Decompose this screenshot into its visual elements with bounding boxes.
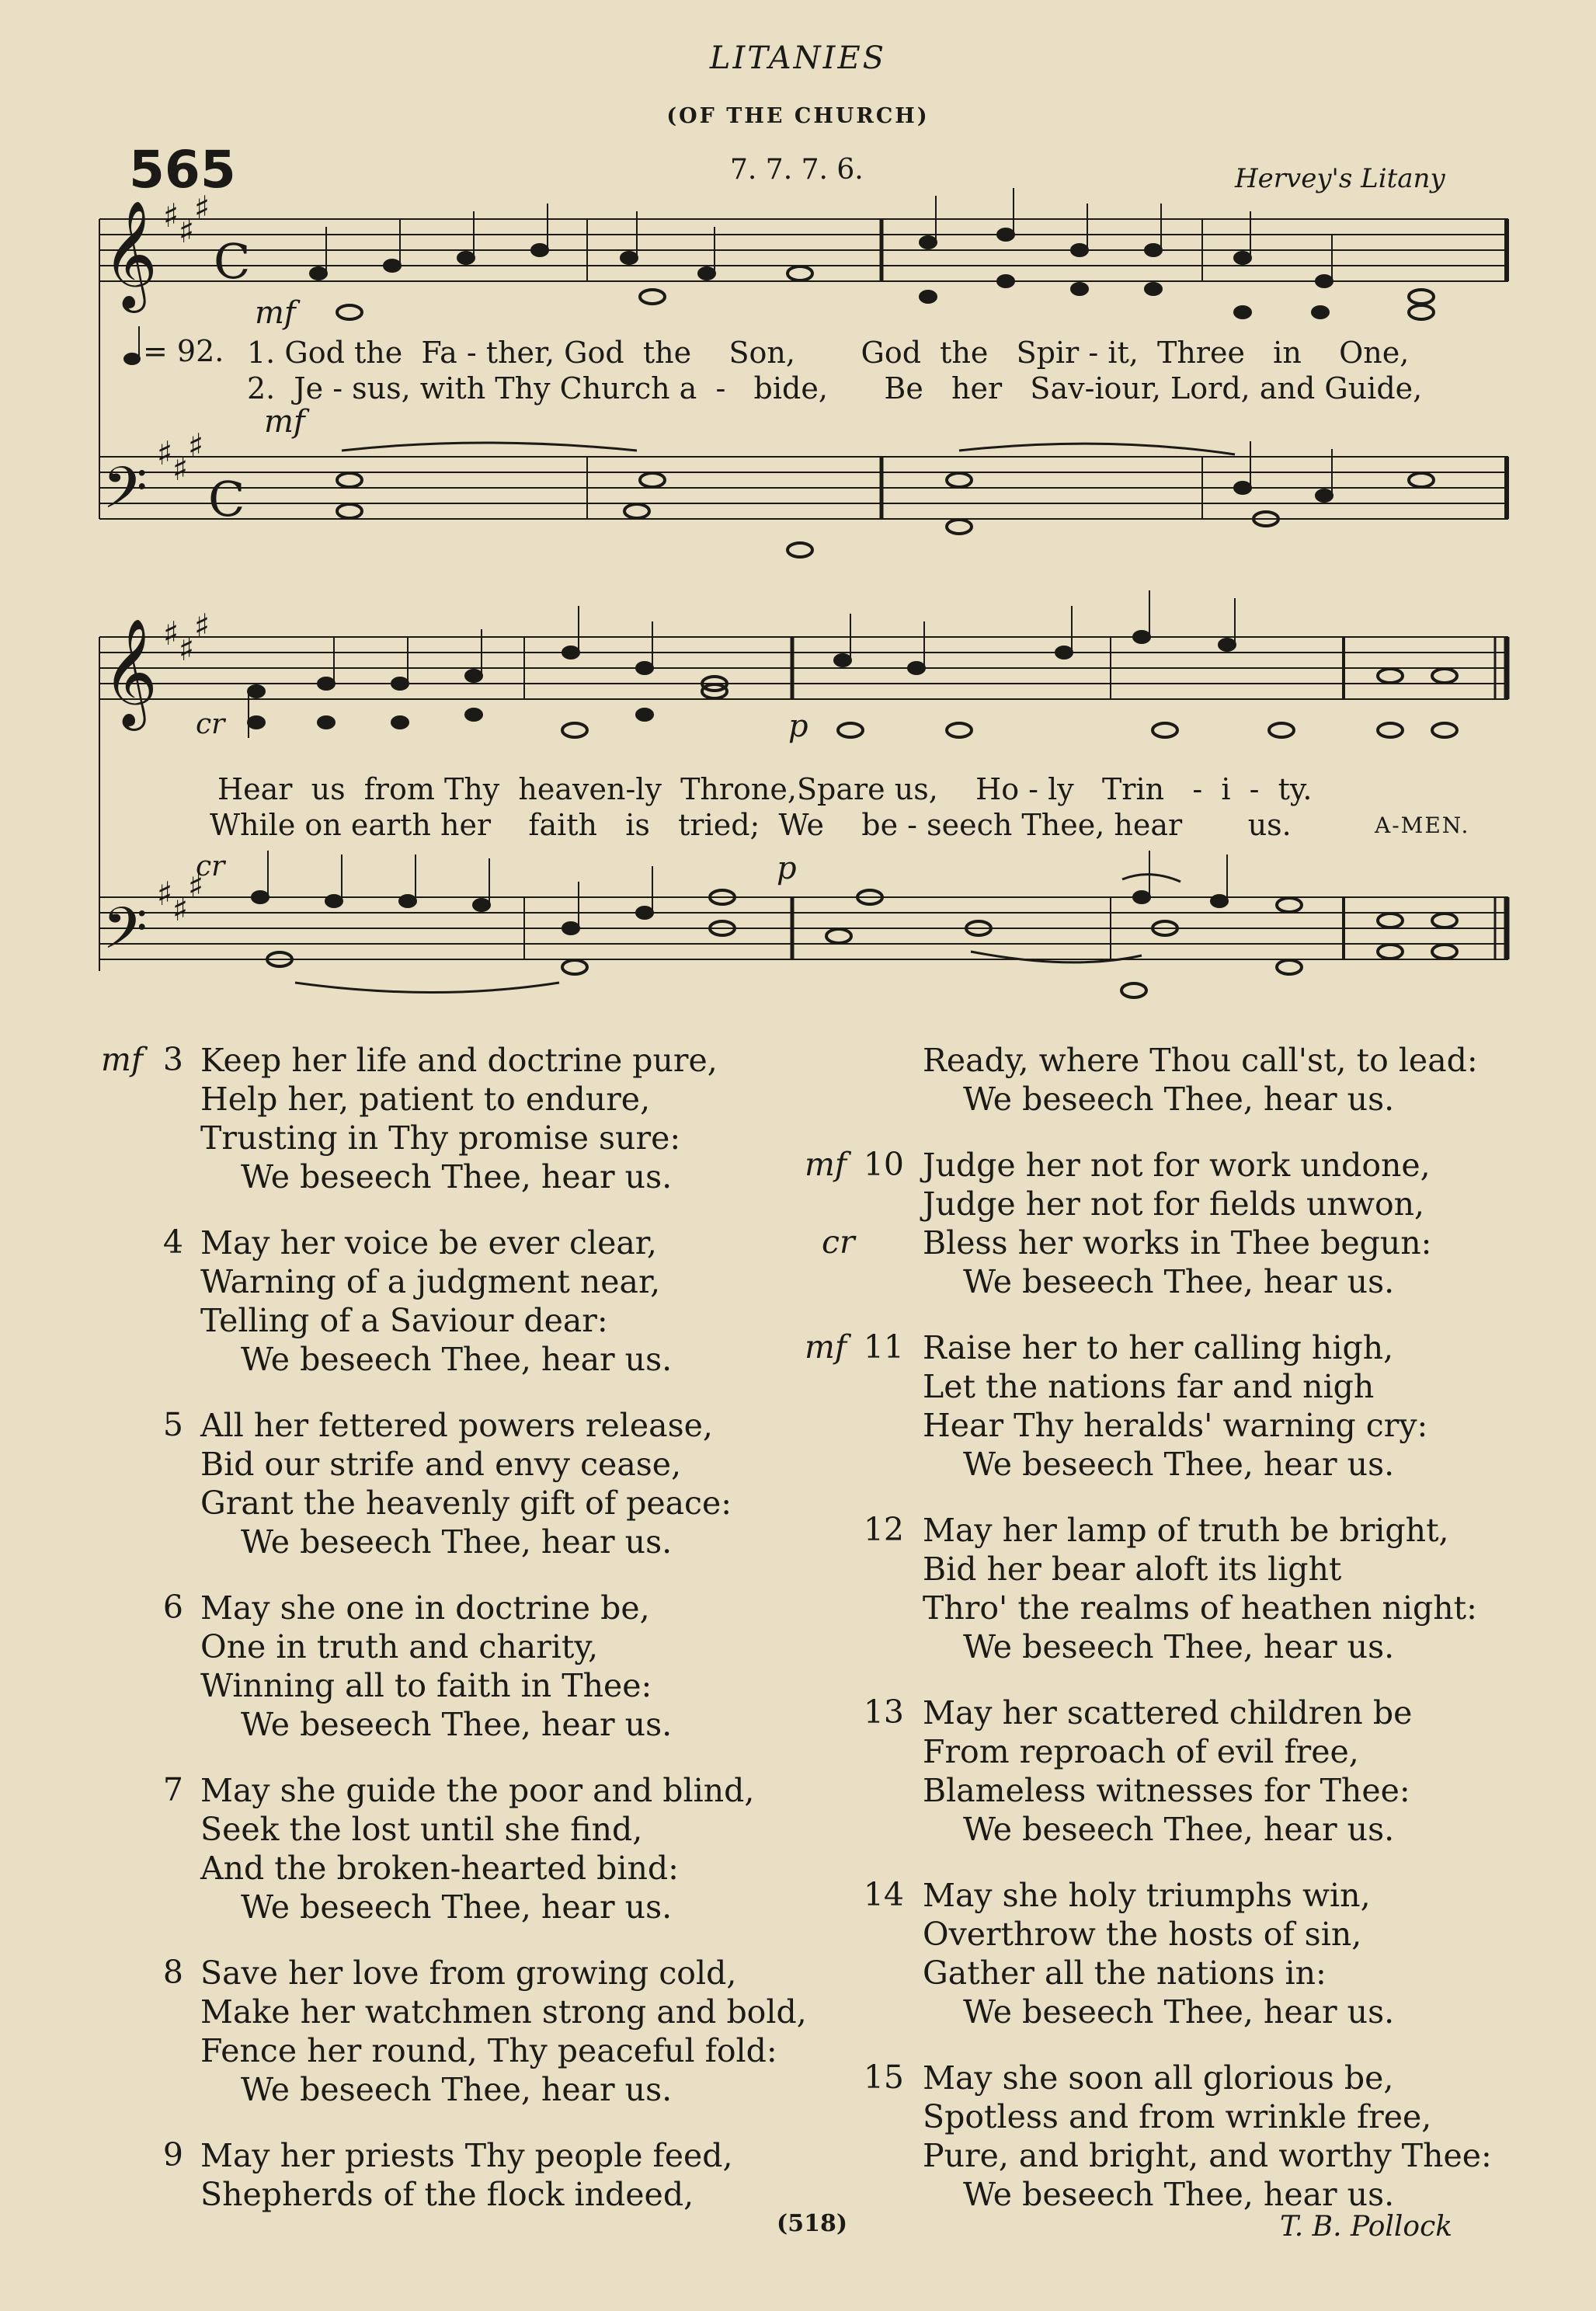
verse-line: May she one in doctrine be,	[200, 1589, 650, 1627]
verse-line: Keep her life and doctrine pure,	[200, 1042, 718, 1079]
verse	[923, 1146, 1431, 1301]
verse-line: Hear Thy heralds' warning cry:	[923, 1407, 1428, 1444]
verse-number: 3	[162, 1041, 183, 1078]
lyrics-line2-verse2: While on earth her faith is tried; We be - seech Thee, hear us.	[210, 808, 1292, 842]
lyrics-line1-verse1: 1. God the Fa - ther, God the Son, God the Spir - it, Three in One,	[247, 336, 1410, 370]
verse-line: Bid her bear aloft its light	[923, 1551, 1342, 1588]
verse-refrain: We beseech Thee, hear us.	[963, 1811, 1395, 1848]
verse-line: May she holy triumphs win,	[923, 1877, 1371, 1914]
verse	[200, 1954, 807, 2109]
verse-line: Let the nations far and nigh	[923, 1368, 1375, 1405]
page-number: (518)	[777, 2210, 848, 2237]
verse-line: May she guide the poor and blind,	[200, 1772, 755, 1809]
svg-text:C: C	[214, 233, 251, 290]
svg-text:♯: ♯	[179, 630, 195, 668]
verse-number: 5	[162, 1406, 183, 1443]
svg-text:𝄢: 𝄢	[103, 895, 148, 976]
verse-number: 8	[162, 1954, 183, 1991]
verse-line: Shepherds of the flock indeed,	[200, 2176, 694, 2213]
verse-line: Warning of a judgment near,	[200, 1263, 661, 1300]
verse-line: Telling of a Saviour dear:	[200, 1302, 608, 1339]
verse-line: Pure, and bright, and worthy Thee:	[923, 2137, 1492, 2174]
verse-refrain: We beseech Thee, hear us.	[963, 1993, 1395, 2031]
section-subtitle: (OF THE CHURCH)	[666, 104, 930, 128]
verse-line: Trusting in Thy promise sure:	[200, 1119, 681, 1157]
tune-name: Hervey's Litany	[1235, 163, 1445, 194]
verse-refrain: We beseech Thee, hear us.	[241, 1341, 673, 1378]
verse	[200, 1771, 754, 1926]
verse	[923, 2059, 1492, 2214]
tempo-marking: = 92.	[143, 334, 224, 368]
verse	[200, 1041, 718, 1196]
verse-refrain: We beseech Thee, hear us.	[241, 1706, 673, 1743]
verse-dynamic: mf	[101, 1041, 144, 1078]
verse-line: May her scattered children be	[923, 1694, 1413, 1732]
author: T. B. Pollock	[1280, 2211, 1453, 2243]
verse-line: Spotless and from wrinkle free,	[923, 2098, 1432, 2135]
verse-line: Overthrow the hosts of sin,	[923, 1916, 1362, 1953]
music-score	[0, 0, 1596, 1025]
dynamic-cr-treble: cr	[196, 708, 225, 740]
verse	[923, 1693, 1412, 1849]
svg-text:♯: ♯	[157, 875, 173, 913]
bass-staff-1	[99, 457, 1508, 519]
verse-line: Save her love from growing cold,	[200, 1954, 737, 1992]
verse-line: May her lamp of truth be bright,	[923, 1512, 1449, 1549]
verse-number: 12	[863, 1511, 904, 1548]
svg-text:♯: ♯	[194, 607, 210, 645]
verse-number: 11	[863, 1328, 904, 1366]
svg-text:♯: ♯	[188, 426, 204, 465]
verse-line: Raise her to her calling high,	[923, 1329, 1394, 1366]
verse-line: One in truth and charity,	[200, 1628, 599, 1665]
verse-line: Gather all the nations in:	[923, 1954, 1327, 1992]
bass-staff-2	[99, 897, 1508, 959]
lyrics-line2-verse1: Hear us from Thy heaven-ly Throne,Spare us, Ho - ly Trin - i - ty.	[217, 772, 1313, 806]
verse-dynamic-cr: cr	[822, 1223, 855, 1261]
verse-number: 10	[863, 1146, 904, 1183]
verse-dynamic: mf	[805, 1146, 847, 1183]
dynamic-cr-bass: cr	[196, 851, 225, 882]
verse-number: 7	[162, 1771, 183, 1808]
svg-text:♯: ♯	[172, 890, 189, 928]
svg-text:♯: ♯	[172, 450, 189, 488]
lyrics-line1-verse2: 2. Je - sus, with Thy Church a - bide, Be her Sav-iour, Lord, and Guide,	[247, 371, 1423, 405]
svg-text:𝄞: 𝄞	[103, 618, 158, 726]
verse-line: From reproach of evil free,	[923, 1733, 1359, 1770]
verse-line: Thro' the realms of heathen night:	[923, 1589, 1477, 1627]
verse-line: Help her, patient to endure,	[200, 1081, 651, 1118]
svg-text:C: C	[208, 471, 245, 527]
svg-text:♯: ♯	[163, 197, 179, 235]
dynamic-p-bass: p	[777, 851, 797, 886]
svg-text:♯: ♯	[163, 614, 179, 653]
treble-staff-2	[99, 637, 1508, 699]
verse-line: May she soon all glorious be,	[923, 2059, 1394, 2097]
verse-number: 6	[162, 1589, 183, 1626]
verse-line: Fence her round, Thy peaceful fold:	[200, 2032, 777, 2069]
verse-number: 9	[162, 2136, 183, 2174]
hymn-number: 565	[129, 140, 236, 200]
verse	[200, 1589, 672, 1744]
verse	[200, 1406, 732, 1561]
verse-number: 13	[863, 1693, 904, 1731]
verse-line: May her priests Thy people feed,	[200, 2137, 733, 2174]
verse-line: Grant the heavenly gift of peace:	[200, 1484, 732, 1522]
verse-refrain: We beseech Thee, hear us.	[241, 1888, 673, 1926]
amen: A-MEN.	[1375, 813, 1470, 838]
verse-line: Seek the lost until she find,	[200, 1811, 643, 1848]
section-title: LITANIES	[709, 40, 887, 76]
verse-refrain: We beseech Thee, hear us.	[241, 1158, 673, 1196]
verse	[923, 1041, 1478, 1119]
verse-line: Ready, where Thou call'st, to lead:	[923, 1042, 1478, 1079]
verse-refrain: We beseech Thee, hear us.	[241, 1523, 673, 1561]
svg-text:𝄢: 𝄢	[103, 454, 148, 536]
verse-refrain: We beseech Thee, hear us.	[963, 2176, 1395, 2213]
meter: 7. 7. 7. 6.	[730, 154, 864, 186]
verse-dynamic: mf	[805, 1328, 847, 1366]
verse-line: Make her watchmen strong and bold,	[200, 1993, 807, 2031]
verse-refrain: We beseech Thee, hear us.	[963, 1628, 1395, 1665]
verse-refrain: We beseech Thee, hear us.	[963, 1263, 1395, 1300]
verse-line: Bid our strife and envy cease,	[200, 1446, 682, 1483]
dynamic-mf-treble: mf	[255, 295, 296, 331]
svg-text:♯: ♯	[179, 212, 195, 250]
verse	[923, 1876, 1394, 2031]
verse	[923, 1511, 1477, 1666]
verse	[200, 2136, 733, 2214]
dynamic-mf-bass: mf	[264, 404, 305, 440]
verse	[923, 1328, 1427, 1484]
verse-line: Blameless witnesses for Thee:	[923, 1772, 1410, 1809]
svg-text:𝄞: 𝄞	[103, 200, 158, 308]
verse	[200, 1223, 672, 1379]
svg-text:♯: ♯	[157, 434, 173, 472]
verse-line: And the broken-hearted bind:	[200, 1850, 679, 1887]
verse-number: 15	[863, 2059, 904, 2096]
svg-text:♯: ♯	[188, 867, 204, 905]
dynamic-p-treble: p	[788, 708, 808, 744]
svg-text:♯: ♯	[194, 189, 210, 227]
verse-line: May her voice be ever clear,	[200, 1224, 657, 1262]
verse-line: Winning all to faith in Thee:	[200, 1667, 652, 1704]
verse-line: Judge her not for work undone,	[923, 1147, 1431, 1184]
verse-line: All her fettered powers release,	[200, 1407, 713, 1444]
verse-line: Bless her works in Thee begun:	[923, 1224, 1432, 1262]
verse-refrain: We beseech Thee, hear us.	[963, 1446, 1395, 1483]
verse-refrain: We beseech Thee, hear us.	[963, 1081, 1395, 1118]
verse-number: 14	[863, 1876, 904, 1913]
verse-number: 4	[162, 1223, 183, 1261]
verse-line: Judge her not for fields unwon,	[923, 1185, 1425, 1223]
verse-refrain: We beseech Thee, hear us.	[241, 2071, 673, 2108]
